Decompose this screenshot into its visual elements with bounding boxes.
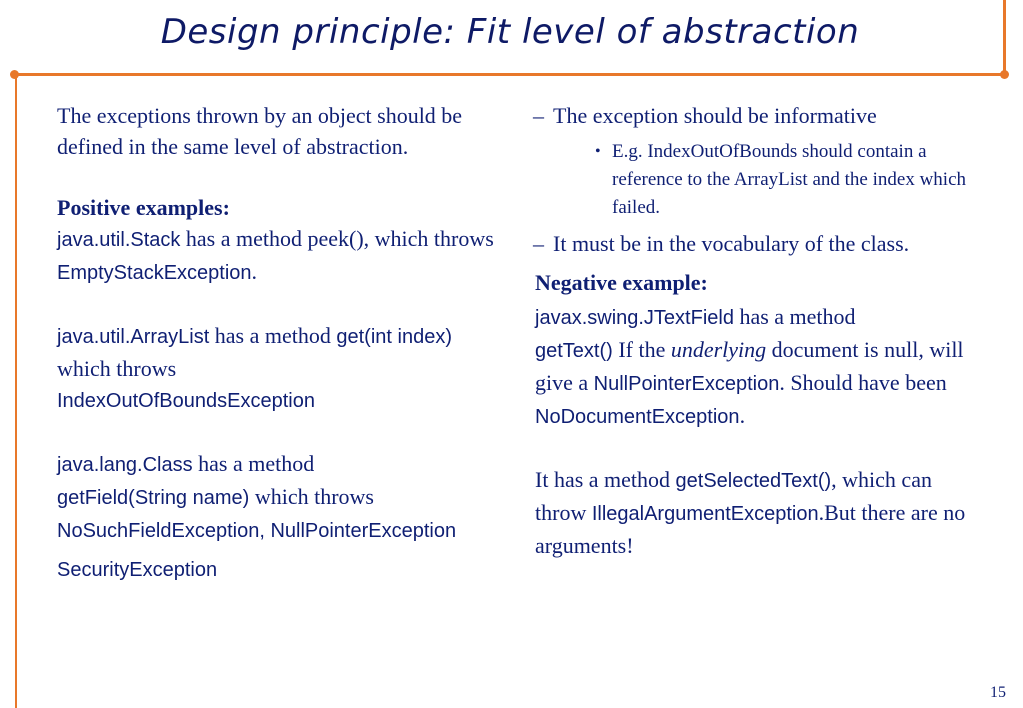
code-indexoutofboundsexception: IndexOutOfBoundsException [57, 390, 315, 412]
dash-mark-2: – [533, 231, 544, 256]
neg-period: . [739, 403, 746, 428]
code-class: java.lang.Class [57, 454, 193, 476]
code-jtextfield: javax.swing.JTextField [535, 307, 734, 329]
code-getselectedtext: getSelectedText() [675, 470, 832, 492]
neg2-text-3: .But there are no arguments! [535, 500, 966, 558]
title-underline [14, 73, 1008, 76]
dash-item-1 [515, 100, 985, 131]
code-illegalargumentexception: IllegalArgumentException [591, 503, 819, 525]
page-number: 15 [990, 684, 1006, 701]
code-arraylist: java.util.ArrayList [57, 326, 210, 348]
ex1-period: . [251, 259, 258, 284]
dash-mark: – [533, 103, 544, 128]
neg-text-4: . Should have been [779, 370, 947, 395]
right-border-line [1003, 0, 1006, 76]
ex1-text: has a method peek(), which throws [180, 226, 494, 251]
ex2-text: has a method [209, 323, 337, 348]
neg-underlying: underlying [670, 337, 767, 362]
positive-example-3 [57, 448, 507, 547]
code-emptystackexception: EmptyStackException [57, 262, 252, 284]
neg-text-3: document is null, will give a [535, 337, 964, 395]
ex3-text-2: which throws [249, 484, 374, 509]
left-column [57, 100, 507, 586]
bullet-item-text: E.g. IndexOutOfBounds should contain a reference to the ArrayList and the index which failed. [612, 141, 966, 218]
code-stack: java.util.Stack [57, 229, 181, 251]
right-column [535, 100, 985, 561]
corner-dot-right [1000, 70, 1009, 79]
left-border-line [15, 76, 17, 708]
code-gettext: getText() [535, 340, 613, 362]
neg-text-1: has a method [733, 304, 856, 329]
code-nodocumentexception: NoDocumentException [535, 406, 740, 428]
positive-example-2 [57, 320, 507, 417]
slide-title: Design principle: Fit level of abstraction [160, 12, 860, 52]
code-exceptions: NoSuchFieldException, NullPointerException [57, 520, 457, 542]
positive-example-1 [57, 223, 507, 289]
code-securityexception: SecurityException [57, 559, 218, 581]
positive-example-3-cont [57, 553, 507, 586]
negative-example-2 [535, 464, 985, 561]
ex2-text-2: which throws [57, 356, 177, 381]
intro-text: The exceptions thrown by an object should be defined in the same level of abstraction. [57, 103, 463, 159]
neg-text-2: If the [612, 337, 671, 362]
neg2-text-2: , which can throw [535, 467, 932, 525]
bullet-item [515, 138, 985, 222]
dash-item-2 [515, 228, 985, 259]
code-get-int-index: get(int index) [336, 326, 452, 348]
neg2-text-1: It has a method [535, 467, 676, 492]
dash-item-1-text: The exception should be informative [553, 103, 877, 128]
code-getfield: getField(String name) [57, 487, 250, 509]
negative-heading: Negative example: [535, 270, 708, 295]
ex3-text: has a method [192, 451, 315, 476]
code-nullpointerexception: NullPointerException [593, 373, 780, 395]
corner-dot-left [10, 70, 19, 79]
dash-item-2-text: It must be in the vocabulary of the class. [553, 231, 910, 256]
bullet-mark: • [595, 143, 601, 160]
negative-example [535, 301, 985, 433]
positive-heading: Positive examples: [57, 195, 230, 220]
